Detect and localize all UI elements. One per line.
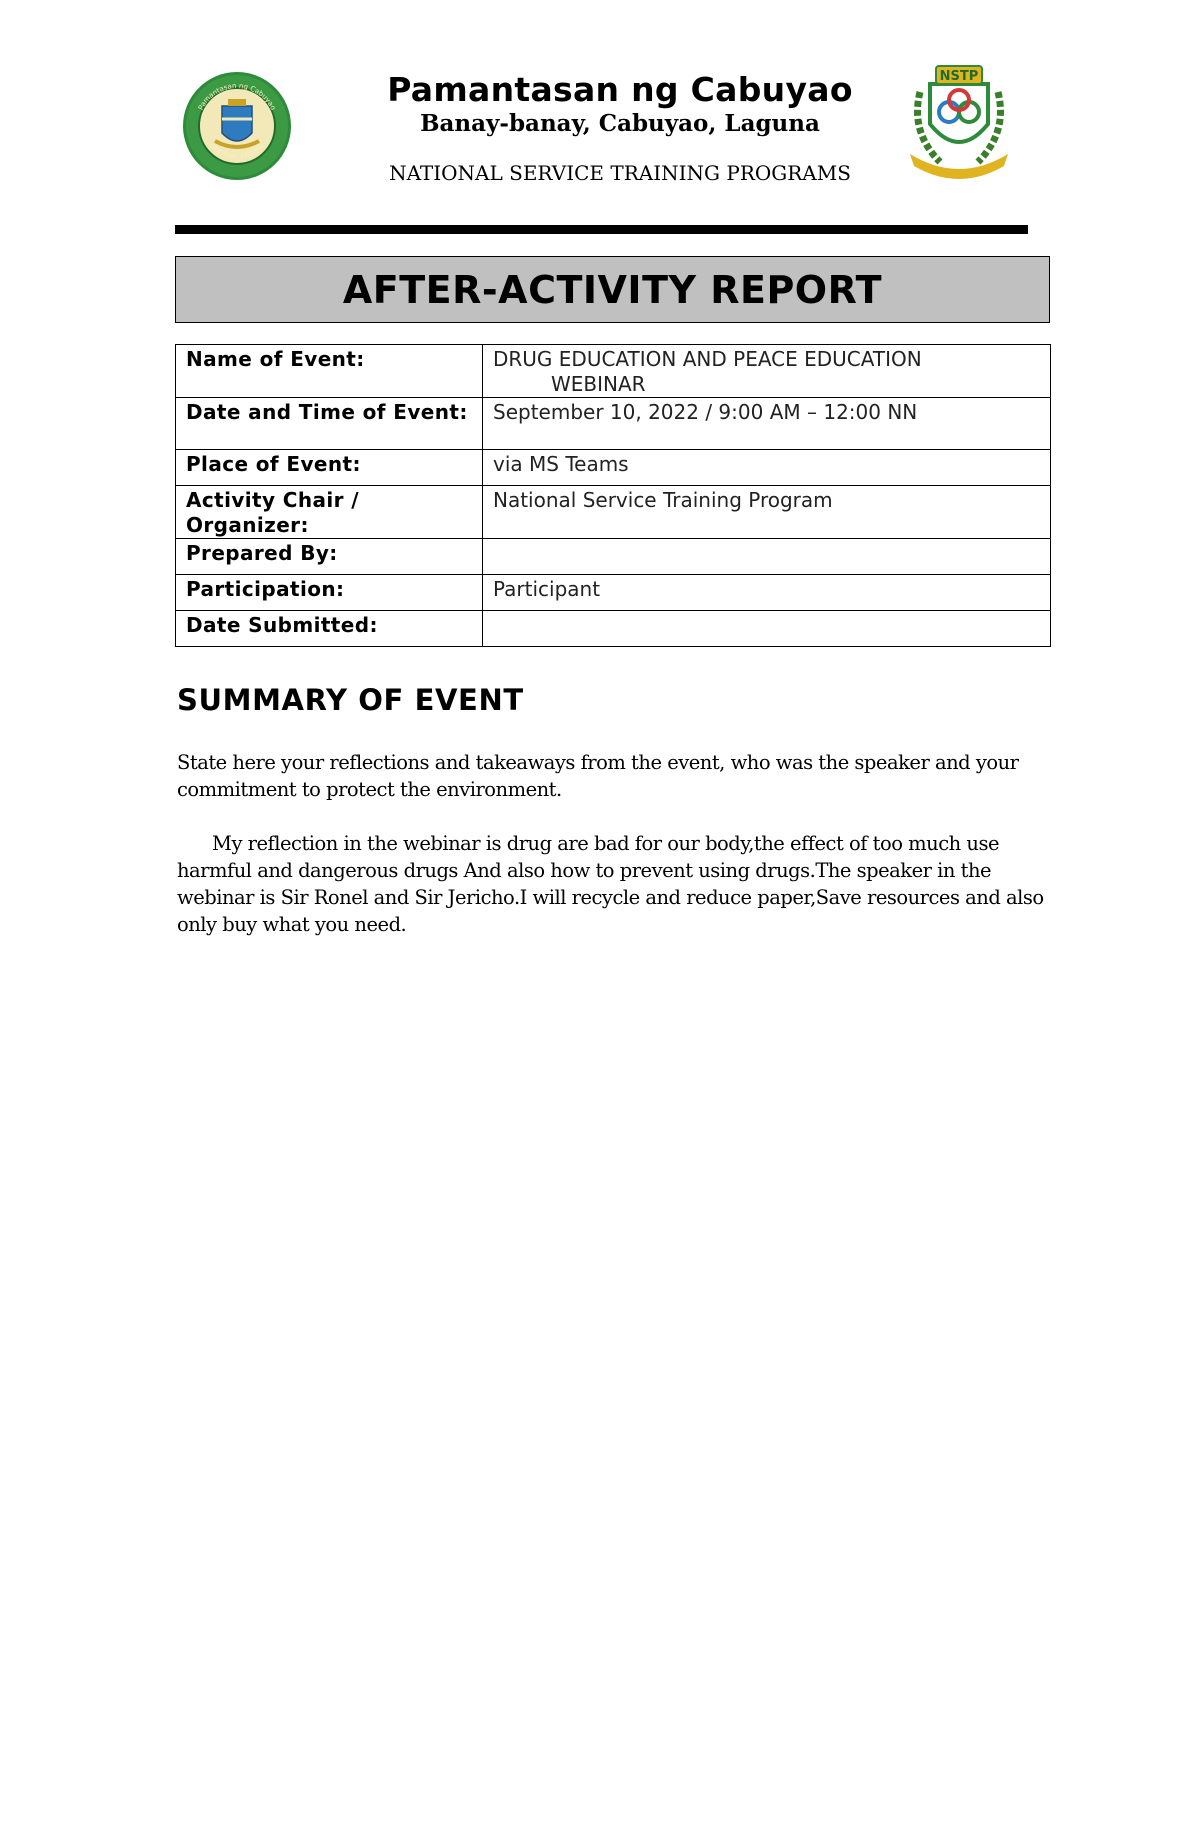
value-place: via MS Teams — [483, 450, 1051, 486]
table-row — [176, 486, 1051, 539]
label-date-submitted: Date Submitted: — [176, 611, 483, 647]
table-row — [176, 575, 1051, 611]
summary-instructions: State here your reflections and takeaways from the event, who was the speaker and your commitment to protect the environment. — [177, 751, 1019, 801]
summary-reflection: My reflection in the webinar is drug are bad for our body,the effect of too much use harmful and dangerous drugs And also how to prevent using drugs.The speaker in the webinar is Sir Ronel and Sir Jericho.I will recycle and reduce paper,Save resources and also only buy what you need. — [177, 832, 1044, 936]
svg-text:Pamantasan ng Cabuyao: Pamantasan ng Cabuyao — [196, 81, 278, 112]
program-name: NATIONAL SERVICE TRAINING PROGRAMS — [389, 161, 851, 185]
label-participation: Participation: — [176, 575, 483, 611]
summary-heading: SUMMARY OF EVENT — [177, 683, 524, 717]
label-place: Place of Event: — [176, 450, 483, 486]
label-prepared-by: Prepared By: — [176, 539, 483, 575]
event-name-line2: WEBINAR — [551, 372, 646, 396]
svg-text:CABUYAO, LAGUNA: CABUYAO, LAGUNA — [207, 141, 267, 161]
university-address: Banay-banay, Cabuyao, Laguna — [420, 110, 820, 137]
value-organizer: National Service Training Program — [483, 486, 1051, 539]
event-info-table — [175, 344, 1051, 647]
table-row — [176, 345, 1051, 398]
table-row — [176, 450, 1051, 486]
label-date-time: Date and Time of Event: — [176, 398, 483, 450]
svg-text:NSTP: NSTP — [939, 69, 979, 84]
label-name-of-event: Name of Event: — [176, 345, 483, 398]
value-date-submitted — [483, 611, 1051, 647]
university-name: Pamantasan ng Cabuyao — [387, 70, 853, 109]
header-divider — [175, 225, 1028, 234]
table-row — [176, 539, 1051, 575]
table-row — [176, 398, 1051, 450]
value-name-of-event — [483, 345, 1051, 398]
report-title: AFTER-ACTIVITY REPORT — [342, 267, 883, 312]
value-prepared-by — [483, 539, 1051, 575]
value-date-time: September 10, 2022 / 9:00 AM – 12:00 NN — [483, 398, 1051, 450]
label-organizer: Activity Chair / Organizer: — [176, 486, 483, 539]
table-row — [176, 611, 1051, 647]
event-name-line1: DRUG EDUCATION AND PEACE EDUCATION — [493, 347, 922, 371]
report-title-band — [175, 256, 1050, 323]
value-participation: Participant — [483, 575, 1051, 611]
